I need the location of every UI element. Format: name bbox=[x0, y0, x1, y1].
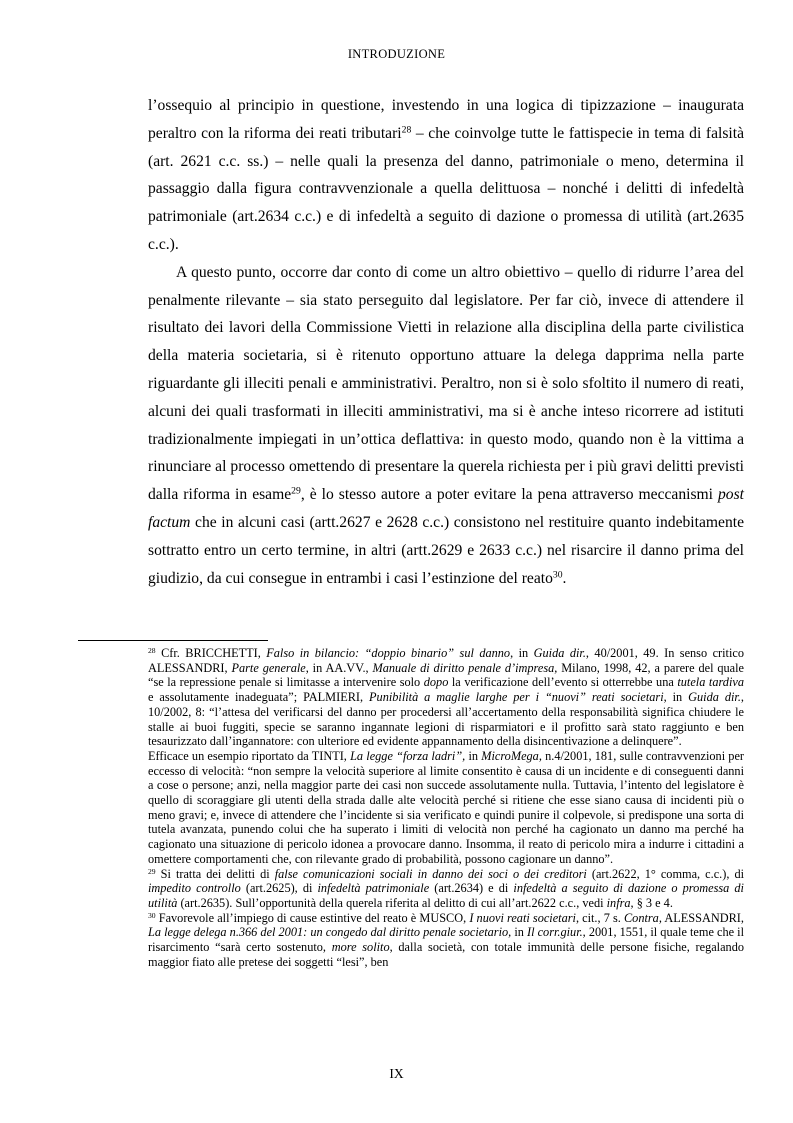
italic-term: infedeltà patrimoniale bbox=[317, 881, 430, 896]
text-span: in bbox=[465, 748, 482, 763]
text-span: (art.2634) e di bbox=[429, 881, 514, 896]
text-span: in bbox=[511, 925, 527, 940]
italic-title: Guida dir. bbox=[688, 690, 741, 705]
italic-term: dopo bbox=[423, 675, 449, 690]
italic-title: Il corr.giur., bbox=[526, 925, 586, 940]
italic-term: post factum bbox=[148, 486, 744, 531]
text-span: l’ossequio al principio in questione, investendo in una logica di tipizzazione – inaugurata peraltro con la riforma dei reati tributari bbox=[148, 97, 744, 142]
text-span: (art.2635). Sull’opportunità della querela riferita al delitto di cui all’art.2622 c.c., vedi bbox=[177, 895, 607, 910]
footnote-28 bbox=[148, 646, 744, 749]
italic-title: Falso in bilancio: “doppio binario” sul danno bbox=[266, 646, 511, 660]
text-span: , in bbox=[663, 690, 689, 705]
italic-title: Parte generale bbox=[231, 660, 306, 675]
footnote-ref-30[interactable]: 30 bbox=[552, 569, 563, 581]
text-span: , cit., 7 s. bbox=[575, 910, 624, 925]
text-span: (art.2622, 1° comma, c.c.), di bbox=[586, 866, 745, 881]
text-span: , dalla società, con totale immunità delle persone fisiche, regalando maggior fiato alle pretese dei soggetti “lesi”, ben bbox=[148, 940, 744, 969]
running-header: INTRODUZIONE bbox=[347, 47, 446, 61]
footnotes bbox=[148, 646, 744, 969]
italic-title: La legge delega n.366 del 2001: un congedo dal diritto penale societario, bbox=[148, 925, 512, 940]
text-span: Cfr. BRICCHETTI, bbox=[155, 646, 267, 660]
text-span: , in AA.VV., bbox=[305, 660, 373, 675]
footnote-number: 28 bbox=[148, 645, 156, 655]
text-span: e assolutamente inadeguata”; PALMIERI, bbox=[148, 690, 370, 705]
text-span: ALESSANDRI, bbox=[661, 910, 744, 925]
italic-term: tutela tardiva bbox=[677, 675, 744, 690]
italic-term: infra, bbox=[606, 895, 634, 910]
text-span: che in alcuni casi (artt.2627 e 2628 c.c.) consistono nel restituire quanto indebitamente sottratto entro un certo termine, in altri (artt.2629 e 2633 c.c.) nel risarcire il danno prima del giudizio, da cui consegue in entrambi i casi l’estinzione del reato bbox=[148, 513, 744, 587]
italic-title: MicroMega, bbox=[481, 748, 542, 763]
italic-title: Punibilità a maglie larghe per i “nuovi” reati societari bbox=[369, 690, 664, 705]
text-span: Milano, 1998, 42, a parere del quale “se la repressione penale si limitasse a intervenire solo bbox=[148, 660, 745, 690]
text-span: , è lo stesso autore a poter evitare la pena attraverso meccanismi bbox=[300, 486, 718, 504]
main-text bbox=[148, 92, 744, 592]
italic-title: Guida dir. bbox=[533, 646, 586, 660]
text-span: A questo punto, occorre dar conto di come un altro obiettivo – quello di ridurre l’area del penalmente rilevante – sia stato perseguito dal legislatore. Per far ciò, invece di attendere il risultato dei lavori della Commissione Vietti in relazione alla disciplina della parte civilistica della materia societaria, si è ritenuto opportuno attuare la delega dapprima nella parte riguardante gli illeciti penali e amministrativi. Peraltro, non si è solo sfoltito il numero di reati, alcuni dei quali trasformati in illeciti amministrativi, ma si è anche inteso ricorrere ad istituti tradizionalmente impiegati in un’ottica deflattiva: in questo modo, quando non è la vittima a rinunciare al processo omettendo di presentare la querela richiesta per i più gravi delitti previsti dalla riforma in esame bbox=[148, 263, 744, 504]
text-span: la verificazione dell’evento si otterrebbe una bbox=[448, 675, 678, 690]
italic-title: La legge “forza ladri”, bbox=[350, 748, 466, 763]
text-span: , 40/2001, 49. In senso critico ALESSANDRI, bbox=[148, 646, 744, 675]
footnote-29 bbox=[148, 867, 744, 911]
footnote-28-continued bbox=[148, 749, 744, 867]
footnote-30 bbox=[148, 911, 744, 970]
page-number: IX bbox=[389, 1066, 404, 1081]
footnote-number: 29 bbox=[148, 866, 156, 876]
italic-title: Manuale di diritto penale d’impresa, bbox=[372, 660, 558, 675]
footnote-separator bbox=[78, 640, 268, 641]
text-span: – che coinvolge tutte le fattispecie in tema di falsità (art. 2621 c.c. ss.) – nelle quali la presenza del danno, patrimoniale o meno, determina il passaggio dalla figura contravvenzionale a quella delittuosa – nonché i delitti di infedeltà patrimoniale (art.2634 c.c.) e di infedeltà a seguito di dazione o promessa di utilità (art.2635 c.c.). bbox=[148, 124, 744, 253]
italic-term: infedeltà a seguito di dazione o promessa di utilità bbox=[148, 881, 744, 910]
footnote-ref-28[interactable]: 28 bbox=[401, 124, 412, 136]
footnote-ref-29[interactable]: 29 bbox=[291, 485, 301, 497]
text-span: , in bbox=[510, 646, 534, 660]
text-span: § 3 e 4. bbox=[633, 895, 673, 910]
text-span: n.4/2001, 181, sulle contravvenzioni per eccesso di velocità: “non sempre la velocità superiore al limite consentito è causa di un incidente e di conseguenti danni a cose o persone; anzi, nella maggior parte dei casi non succede assolutamente nulla. Tuttavia, l’intento del legislatore è quello di scoraggiare gli utenti della strada dalle alte velocità perché si ritiene che esse siano causa di incidenti più o meno gravi; e, invece di attendere che l’incidente si sia verificato e quindi punire il colpevole, si predispone una sorta di tutela avanzata, punendo colui che ha superato i limiti di velocità non perché ha cagionato un danno ma perché ha cagionato una situazione di pericolo idonea a provocare danno. Insomma, il reato di pericolo mira a indurre i cittadini a omettere comportamenti che, con rilevante grado di probabilità, possono cagionare un danno”. bbox=[148, 748, 745, 866]
text-span: , 10/2002, 8: “l’attesa del verificarsi del danno per procedersi all’accertamento della responsabilità significa chiudere le stalle ai buoi fuggiti, specie se saranno ingannate legioni di risparmiatori e il profitto sarà stato raggiunto e ben tesaurizzato dall’ingannatore: con ulteriore ed evidente appannamento della disincentivazione a delinquere”. bbox=[148, 690, 744, 749]
paragraph-2 bbox=[148, 259, 744, 593]
italic-term: false comunicazioni sociali in danno dei soci o dei creditori bbox=[274, 866, 587, 881]
italic-term: impedito controllo bbox=[148, 881, 241, 896]
italic-term: Contra, bbox=[623, 910, 662, 925]
text-span: (art.2625), di bbox=[240, 881, 318, 896]
italic-term: more solito bbox=[331, 940, 390, 955]
text-span: . bbox=[562, 569, 567, 587]
footnote-number: 30 bbox=[148, 910, 156, 920]
text-span: 2001, 1551, il quale teme che il risarcimento “sarà certo sostenuto, bbox=[148, 925, 744, 955]
paragraph-1 bbox=[148, 92, 744, 259]
italic-title: I nuovi reati societari bbox=[469, 910, 576, 925]
text-span: Favorevole all’impiego di cause estintive del reato è MUSCO, bbox=[155, 910, 470, 925]
text-span: Si tratta dei delitti di bbox=[155, 866, 275, 881]
text-span: Efficace un esempio riportato da TINTI, bbox=[148, 748, 351, 763]
